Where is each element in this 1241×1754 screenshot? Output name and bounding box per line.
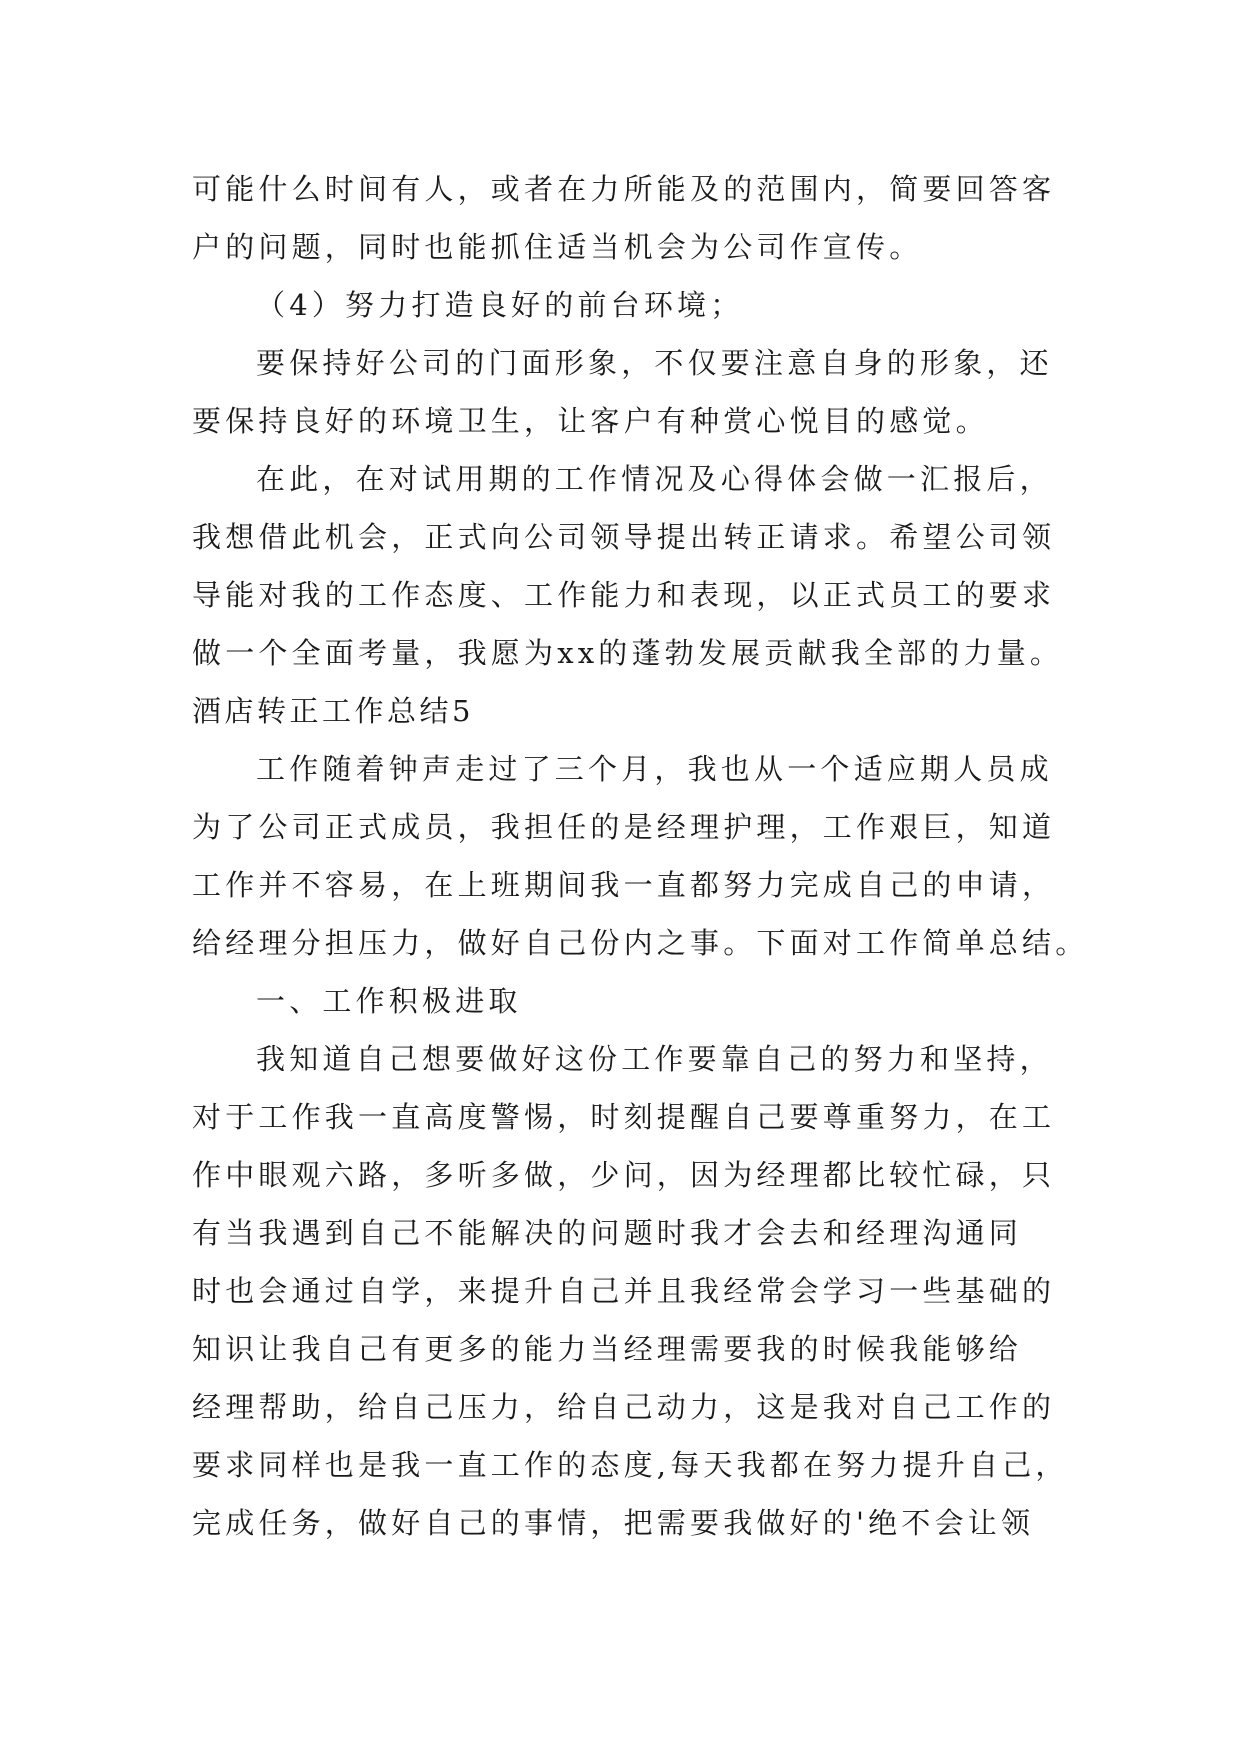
text-line-20: 时也会通过自学，来提升自己并且我经常会学习一些基础的 (192, 1274, 1056, 1308)
text-line-21: 知识让我自己有更多的能力当经理需要我的时候我能够给 (192, 1332, 1023, 1366)
text-line-16: 我知道自己想要做好这份工作要靠自己的努力和坚持， (256, 1042, 1053, 1076)
text-line-14: 给经理分担压力，做好自己份内之事。下面对工作简单总结。 (192, 926, 1089, 960)
text-line-8: 导能对我的工作态度、工作能力和表现，以正式员工的要求 (192, 578, 1056, 612)
subsection-title: 一、工作积极进取 (256, 984, 522, 1018)
text-line-4: 要保持好公司的门面形象，不仅要注意自身的形象，还 (256, 346, 1053, 380)
text-line-1: 可能什么时间有人，或者在力所能及的范围内，简要回答客 (192, 172, 1056, 206)
text-line-19: 有当我遇到自己不能解决的问题时我才会去和经理沟通同 (192, 1216, 1023, 1250)
text-line-7: 我想借此机会，正式向公司领导提出转正请求。希望公司领 (192, 520, 1056, 554)
text-line-18: 作中眼观六路，多听多做，少问，因为经理都比较忙碌，只 (192, 1158, 1056, 1192)
text-line-2: 户的问题，同时也能抓住适当机会为公司作宣传。 (192, 230, 923, 264)
text-line-12: 为了公司正式成员，我担任的是经理护理，工作艰巨，知道 (192, 810, 1056, 844)
text-line-11: 工作随着钟声走过了三个月，我也从一个适应期人员成 (256, 752, 1053, 786)
text-line-5: 要保持良好的环境卫生，让客户有种赏心悦目的感觉。 (192, 404, 989, 438)
text-line-24: 完成任务，做好自己的事情，把需要我做好的'绝不会让领 (192, 1506, 1035, 1540)
section-title: 酒店转正工作总结5 (192, 694, 474, 728)
list-item-4: （4）努力打造良好的前台环境； (256, 288, 744, 322)
text-line-23: 要求同样也是我一直工作的态度,每天我都在努力提升自己， (192, 1448, 1069, 1482)
text-line-9: 做一个全面考量，我愿为xx的蓬勃发展贡献我全部的力量。 (192, 636, 1064, 670)
document-body (192, 160, 1089, 1552)
text-line-17: 对于工作我一直高度警惕，时刻提醒自己要尊重努力，在工 (192, 1100, 1056, 1134)
text-line-13: 工作并不容易，在上班期间我一直都努力完成自己的申请， (192, 868, 1056, 902)
text-line-22: 经理帮助，给自己压力，给自己动力，这是我对自己工作的 (192, 1390, 1056, 1424)
text-line-6: 在此，在对试用期的工作情况及心得体会做一汇报后， (256, 462, 1053, 496)
